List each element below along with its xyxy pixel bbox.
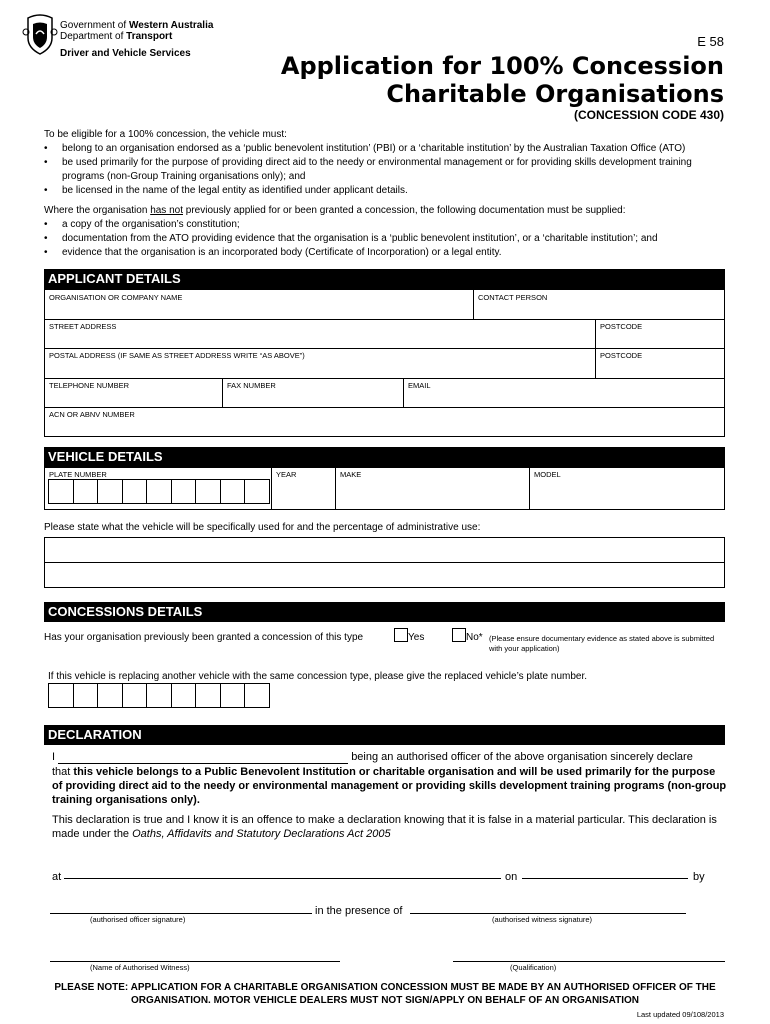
documentation-list <box>44 218 734 260</box>
replaced-vehicle-prompt: If this vehicle is replacing another vehicle with the same concession type, please give the replaced vehicle’s plate number. <box>48 671 588 682</box>
list-item: • belong to an organisation endorsed as a ‘public benevolent institution’ (PBI) or a ‘charitable institution’ by the Australian Taxation Office (ATO) <box>44 142 734 156</box>
telephone-field[interactable] <box>45 378 222 407</box>
documentation-lead <box>44 204 734 218</box>
street-address-label: STREET ADDRESS <box>49 322 117 331</box>
postal-address-field[interactable] <box>45 348 595 378</box>
applicant-details-grid <box>44 289 725 437</box>
telephone-label: TELEPHONE NUMBER <box>49 381 130 390</box>
at-label: at <box>52 871 62 883</box>
contact-person-label: CONTACT PERSON <box>478 293 548 302</box>
page-title <box>281 52 724 108</box>
declaration-heading: DECLARATION <box>44 725 725 745</box>
witness-signature-input[interactable] <box>410 903 686 914</box>
no-option[interactable] <box>452 628 483 643</box>
make-label: MAKE <box>340 470 362 479</box>
declaration-bold-text: this vehicle belongs to a Public Benevolent Institution or charitable organisation and will be used primarily for the purpose of providing direct aid to the needy or environmental management or providing skills development training programs (non-group training organisations only). <box>52 766 727 806</box>
declaration-officer-text: being an authorised officer of the above organisation sincerely declare <box>351 751 693 763</box>
gov-name: Western Australia <box>128 20 214 31</box>
fax-label: FAX NUMBER <box>227 381 276 390</box>
wa-crest-logo <box>22 12 58 56</box>
eligibility-lead: To be eligible for a 100% concession, the vehicle must: <box>44 129 287 140</box>
plate-number-input[interactable] <box>48 479 270 504</box>
doc-lead-b: previously applied for or been granted a concession, the following documentation must be supplied: <box>185 205 626 216</box>
contact-person-field[interactable] <box>474 290 724 319</box>
title-line-2: Charitable Organisations <box>386 80 724 108</box>
replaced-plate-input[interactable] <box>48 683 270 708</box>
place-input[interactable] <box>64 868 501 879</box>
eligibility-intro <box>44 128 734 260</box>
witness-name-input[interactable] <box>50 951 340 962</box>
yes-label: Yes <box>408 632 425 643</box>
no-note-line-2: with your application) <box>489 644 560 653</box>
gov-prefix: Government of <box>60 20 127 31</box>
last-updated: Last updated 09/108/2013 <box>636 1010 724 1019</box>
declaration-statement <box>52 765 727 807</box>
year-label: YEAR <box>276 470 297 479</box>
postcode-label: POSTCODE <box>600 322 643 331</box>
previous-concession-question: Has your organisation previously been granted a concession of this type <box>44 632 364 643</box>
plate-number-label: PLATE NUMBER <box>49 470 107 479</box>
dept-prefix: Department of <box>60 31 124 42</box>
vehicle-details-heading: VEHICLE DETAILS <box>44 447 725 467</box>
yes-option[interactable] <box>394 628 424 643</box>
presence-label: in the presence of <box>315 905 403 917</box>
vehicle-details-grid <box>44 467 725 510</box>
declaration-that: that <box>52 766 71 778</box>
model-field[interactable] <box>530 468 724 509</box>
concession-code: (CONCESSION CODE 430) <box>573 108 724 122</box>
list-item: • be licensed in the name of the legal entity as identified under applicant details. <box>44 184 734 198</box>
fax-field[interactable] <box>223 378 403 407</box>
doc-lead-underline: has not <box>150 205 183 216</box>
eligibility-list <box>44 142 734 198</box>
concessions-details-heading: CONCESSIONS DETAILS <box>44 602 725 622</box>
officer-signature-input[interactable] <box>50 903 312 914</box>
list-item: • evidence that the organisation is an incorporated body (Certificate of Incorporation) or a legal entity. <box>44 246 734 260</box>
witness-signature-caption: (authorised witness signature) <box>492 915 593 924</box>
officer-name-input[interactable] <box>58 753 348 764</box>
email-label: EMAIL <box>408 381 431 390</box>
postal-address-label: POSTAL ADDRESS (IF SAME AS STREET ADDRESS WRITE “AS ABOVE”) <box>49 351 305 360</box>
list-item: • documentation from the ATO providing evidence that the organisation is a ‘public benevolent institution’, or a ‘charitable institution’; and <box>44 232 734 246</box>
declaration-act: Oaths, Affidavits and Statutory Declarations Act 2005 <box>132 828 391 840</box>
usage-prompt: Please state what the vehicle will be specifically used for and the percentage of administrative use: <box>44 522 481 533</box>
declaration-officer-line <box>52 750 727 764</box>
no-note-line-1: (Please ensure documentary evidence as stated above is submitted <box>489 634 715 643</box>
declaration-i: I <box>52 751 56 763</box>
model-label: MODEL <box>534 470 561 479</box>
make-field[interactable] <box>336 468 529 509</box>
on-label: on <box>505 871 518 883</box>
declaration-truth-text: This declaration is true and I know it is an offence to make a declaration knowing that it is false in a material particular. This declaration is made under the <box>52 814 717 840</box>
officer-signature-caption: (authorised officer signature) <box>90 915 186 924</box>
qualification-input[interactable] <box>453 951 725 962</box>
list-item: • be used primarily for the purpose of providing direct aid to the needy or environmental management or for providing skills development training programs (non-Group Training organisations only); and <box>44 156 734 184</box>
yes-checkbox[interactable] <box>394 628 408 642</box>
postcode-label: POSTCODE <box>600 351 643 360</box>
acn-label: ACN OR ABNV NUMBER <box>49 410 135 419</box>
doc-lead-a: Where the organisation <box>44 205 148 216</box>
dept-name: Transport <box>126 31 173 42</box>
division-name: Driver and Vehicle Services <box>60 48 191 59</box>
usage-line-2[interactable] <box>44 562 725 588</box>
declaration-truth <box>52 813 727 841</box>
street-address-field[interactable] <box>45 319 595 348</box>
qualification-caption: (Qualification) <box>510 963 557 972</box>
street-postcode-field[interactable] <box>596 319 724 348</box>
title-line-1: Application for 100% Concession <box>280 52 724 80</box>
no-option-note <box>489 634 714 654</box>
please-note: PLEASE NOTE: APPLICATION FOR A CHARITABLE ORGANISATION CONCESSION MUST BE MADE BY AN AUTHORISED OFFICER OF THE ORGANISATION. MOTOR VEHICLE DEALERS MUST NOT SIGN/APPLY ON BEHALF OF AN ORGANISATION <box>54 982 716 1006</box>
date-input[interactable] <box>522 868 688 879</box>
year-field[interactable] <box>272 468 335 509</box>
acn-field[interactable] <box>45 407 724 436</box>
email-field[interactable] <box>404 378 724 407</box>
org-name-label: ORGANISATION OR COMPANY NAME <box>49 293 183 302</box>
usage-line-1[interactable] <box>44 537 725 563</box>
government-block <box>60 20 213 59</box>
applicant-details-heading: APPLICANT DETAILS <box>44 269 725 289</box>
by-label: by <box>693 871 705 883</box>
no-label: No* <box>466 632 483 643</box>
form-number: E 58 <box>697 34 724 49</box>
witness-name-caption: (Name of Authorised Witness) <box>90 963 190 972</box>
no-checkbox[interactable] <box>452 628 466 642</box>
postal-postcode-field[interactable] <box>596 348 724 378</box>
list-item: • a copy of the organisation’s constitution; <box>44 218 734 232</box>
